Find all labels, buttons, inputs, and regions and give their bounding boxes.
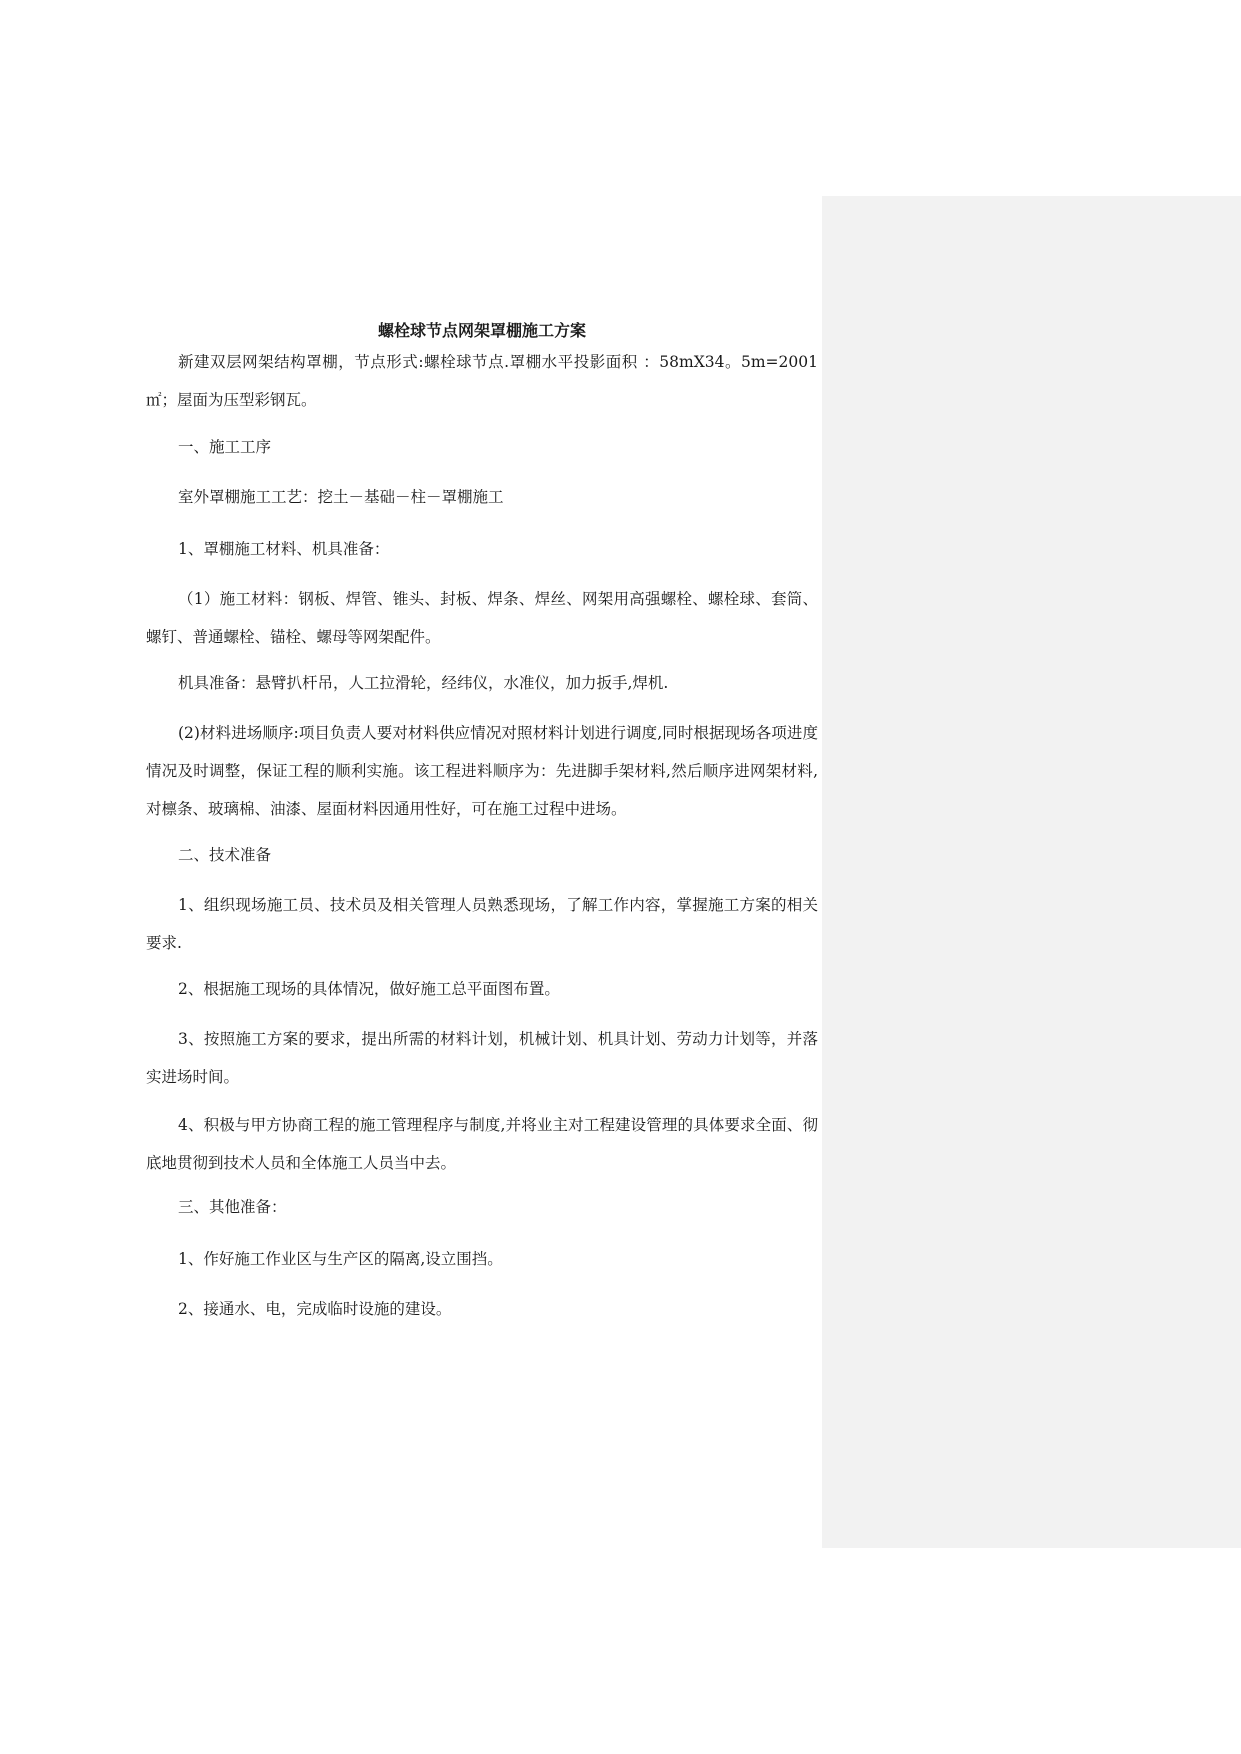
paragraph-tech-3: 3、按照施工方案的要求，提出所需的材料计划，机械计划、机具计划、劳动力计划等，并落实进场时间。: [146, 1030, 818, 1086]
document-title: 螺栓球节点网架罩棚施工方案: [377, 321, 586, 340]
heading-technical-prep: 二、技术准备: [178, 846, 272, 864]
paragraph-intro: 新建双层网架结构罩棚，节点形式:螺栓球节点.罩棚水平投影面积 ：58mX34。5m=2001㎡；屋面为压型彩钢瓦。: [146, 353, 818, 409]
paragraph-equipment: 机具准备：悬臂扒杆吊，人工拉滑轮，经纬仪，水准仪，加力扳手,焊机.: [178, 674, 669, 692]
paragraph-materials-list: （1）施工材料：钢板、焊管、锥头、封板、焊条、焊丝、网架用高强螺栓、螺栓球、套筒、螺钉、普通螺栓、锚栓、螺母等网架配件。: [146, 590, 818, 646]
paragraph-tech-1: 1、组织现场施工员、技术员及相关管理人员熟悉现场，了解工作内容，掌握施工方案的相关要求.: [146, 896, 818, 952]
heading-other-prep: 三、其他准备：: [178, 1198, 287, 1216]
paragraph-other-1: 1、作好施工作业区与生产区的隔离,设立围挡。: [178, 1250, 503, 1268]
paragraph-other-2: 2、接通水、电，完成临时设施的建设。: [178, 1300, 452, 1318]
paragraph-materials-heading: 1、罩棚施工材料、机具准备：: [178, 540, 390, 558]
paragraph-tech-2: 2、根据施工现场的具体情况，做好施工总平面图布置。: [178, 980, 560, 998]
comment-pane: [822, 196, 1241, 1548]
paragraph-process-flow: 室外罩棚施工工艺：挖土－基础－柱－罩棚施工: [178, 488, 504, 506]
paragraph-material-order: (2)材料进场顺序:项目负责人要对材料供应情况对照材料计划进行调度,同时根据现场各项进度情况及时调整，保证工程的顺利实施。该工程进料顺序为：先进脚手架材料,然后顺序进网架材料,对檩条、玻璃棉、油漆、屋面材料因通用性好，可在施工过程中进场。: [146, 724, 818, 818]
paragraph-tech-4: 4、积极与甲方协商工程的施工管理程序与制度,并将业主对工程建设管理的具体要求全面、彻底地贯彻到技术人员和全体施工人员当中去。: [146, 1116, 818, 1172]
heading-construction-process: 一、施工工序: [178, 438, 272, 456]
